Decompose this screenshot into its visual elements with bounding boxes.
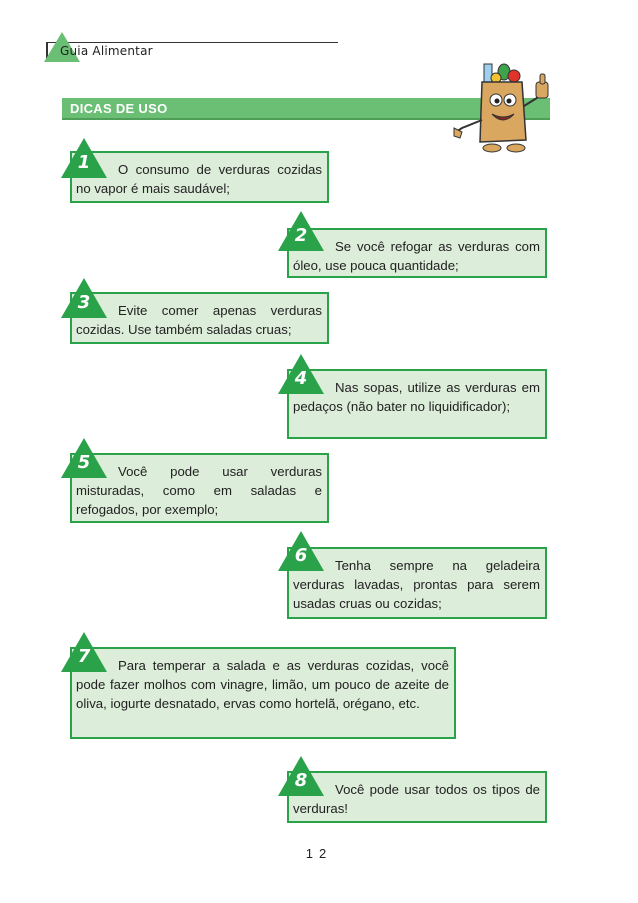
tip-badge-6 (278, 531, 324, 571)
tip-card-8 (287, 771, 547, 823)
tip-card-3 (70, 292, 329, 344)
tip-text-7: Para temperar a salada e as verduras cozidas, você pode fazer molhos com vinagre, limão, um pouco de azeite de oliva, iogurte desnatado, ervas como hortelã, orégano, etc. (76, 658, 449, 711)
page-number: 12 (305, 846, 333, 861)
tip-badge-2 (278, 211, 324, 251)
tip-text-8: Você pode usar todos os tipos de verduras! (293, 782, 540, 816)
tip-badge-5 (61, 438, 107, 478)
tip-number-8: 8 (294, 770, 308, 791)
tip-card-6 (287, 547, 547, 619)
section-title: DICAS DE USO (70, 101, 168, 116)
tip-badge-7 (61, 632, 107, 672)
tip-card-2 (287, 228, 547, 278)
tip-card-5 (70, 453, 329, 523)
tip-number-5: 5 (77, 452, 91, 473)
tip-number-6: 6 (294, 545, 308, 566)
tip-text-6: Tenha sempre na geladeira verduras lavadas, prontas para serem usadas cruas ou cozidas; (293, 558, 540, 611)
tip-number-2: 2 (294, 225, 308, 246)
tip-number-1: 1 (77, 152, 91, 173)
tip-badge-3 (61, 278, 107, 318)
tip-text-2: Se você refogar as verduras com óleo, use pouca quantidade; (293, 239, 540, 273)
tip-badge-4 (278, 354, 324, 394)
grocery-bag-mascot-icon (452, 62, 554, 156)
tip-card-7 (70, 647, 456, 739)
tip-badge-8 (278, 756, 324, 796)
tip-card-4 (287, 369, 547, 439)
tip-number-7: 7 (77, 646, 91, 667)
tip-badge-1 (61, 138, 107, 178)
header-rule (46, 42, 338, 43)
tip-text-1: O consumo de verduras cozidas no vapor é mais saudável; (76, 162, 322, 196)
tip-text-5: Você pode usar verduras misturadas, como em saladas e refogados, por exemplo; (76, 464, 322, 517)
tip-text-4: Nas sopas, utilize as verduras em pedaços (não bater no liquidificador); (293, 380, 540, 414)
tip-text-3: Evite comer apenas verduras cozidas. Use também saladas cruas; (76, 303, 322, 337)
tip-number-4: 4 (294, 368, 308, 389)
tip-number-3: 3 (77, 292, 91, 313)
page-header-title: Guia Alimentar (60, 44, 153, 58)
tip-card-1 (70, 151, 329, 203)
